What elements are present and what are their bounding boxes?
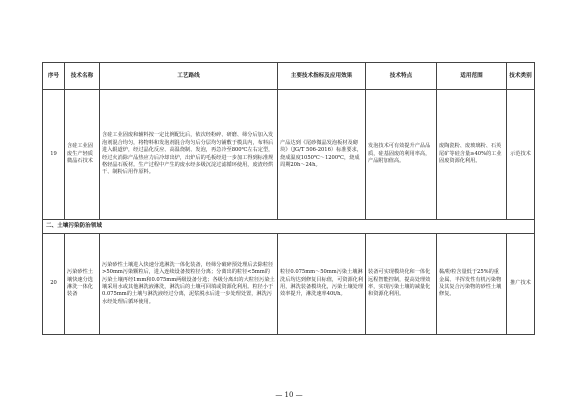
key-indicators: 粒径0.075mm～50mm污染土壤淋洗后均达到修复目标值，可资源化利用，淋洗装备模块化，污染土壤处理效率提升，淋洗速率40t/h。 bbox=[278, 234, 366, 335]
process-route: 含硅工业固废和辅料按一定比例配比后，依次经粉碎、研磨、筛分后加入发泡剂混合均匀，将物料和发泡剂混合均匀后分层均匀铺敷于模具内，布料后进入辊道炉，经过晶化反应、高温烧制、发泡，再急冷至800℃左右定型，经过火消除产品热应力后冷却出炉，出炉后的毛板经进一步加工得到标准规格轻晶石板材。生产过程中产生的废水经多级沉淀过滤循环使用，废渣经烘干、制粉后用作原料。 bbox=[100, 90, 278, 220]
technical-features: 装备可实现模块化和一体化远程智能控制，提高处理效率，实现污染土壤的减量化和资源化利用。 bbox=[366, 234, 437, 335]
section-heading: 二、土壤污染防治领域 bbox=[43, 220, 535, 234]
table-header-row bbox=[43, 63, 535, 90]
header-indicators: 主要技术指标及应用效果 bbox=[278, 63, 366, 90]
table-row bbox=[43, 90, 535, 220]
page-number: — 10 — bbox=[275, 391, 303, 399]
section-heading-row bbox=[43, 220, 535, 234]
application-scope: 黏/粉粒含量低于25%的重金属、半挥发性有机污染物及其复合污染物的砂性土壤修复。 bbox=[437, 234, 507, 335]
row-number: 19 bbox=[43, 90, 65, 220]
technology-name: 污染砂性土壤快速分选淋洗一体化装备 bbox=[65, 234, 100, 335]
technology-category: 示范技术 bbox=[507, 90, 535, 220]
technology-category: 推广技术 bbox=[507, 234, 535, 335]
table-row bbox=[43, 234, 535, 335]
technical-features: 发泡技术可有效提升产品品质，硅基固废的利用率高，产品附加值高。 bbox=[366, 90, 437, 220]
header-process: 工艺路线 bbox=[100, 63, 278, 90]
header-features: 技术特点 bbox=[366, 63, 437, 90]
header-no: 序号 bbox=[43, 63, 65, 90]
technology-name: 含硅工业固废生产轻质微晶石技术 bbox=[65, 90, 100, 220]
header-scope: 适用范围 bbox=[437, 63, 507, 90]
header-category: 技术类别 bbox=[507, 63, 535, 90]
technology-table bbox=[42, 62, 535, 335]
key-indicators: 产品达到《尾砂微晶发泡板材及砌块》（JG/T 506-2016）标准要求，烧成温度1050℃～1200℃，烧成周期20h～24h。 bbox=[278, 90, 366, 220]
row-number: 20 bbox=[43, 234, 65, 335]
header-name: 技术名称 bbox=[65, 63, 100, 90]
process-route: 污染砂性土壤进入快速分选淋洗一体化装备，经筛分破碎预处理后去除粒径>50mm污染颗粒后，进入连续设备按粒径分离；分离出的粒径<5mm的污染土壤再经1mm和0.075mm两级设备分选；各级分离出的大粒径污染土壤采用水或其他淋洗液淋洗，淋洗后的土壤可回填或资源化利用。粒径小于0.075mm的土壤与淋洗液经过分离，泥浆脱水后进一步处理处置，淋洗污水经处理后循环使用。 bbox=[100, 234, 278, 335]
application-scope: 废陶瓷粉、废玻璃粉、石英尾矿等硅含量≥40%的工业固废资源化利用。 bbox=[437, 90, 507, 220]
